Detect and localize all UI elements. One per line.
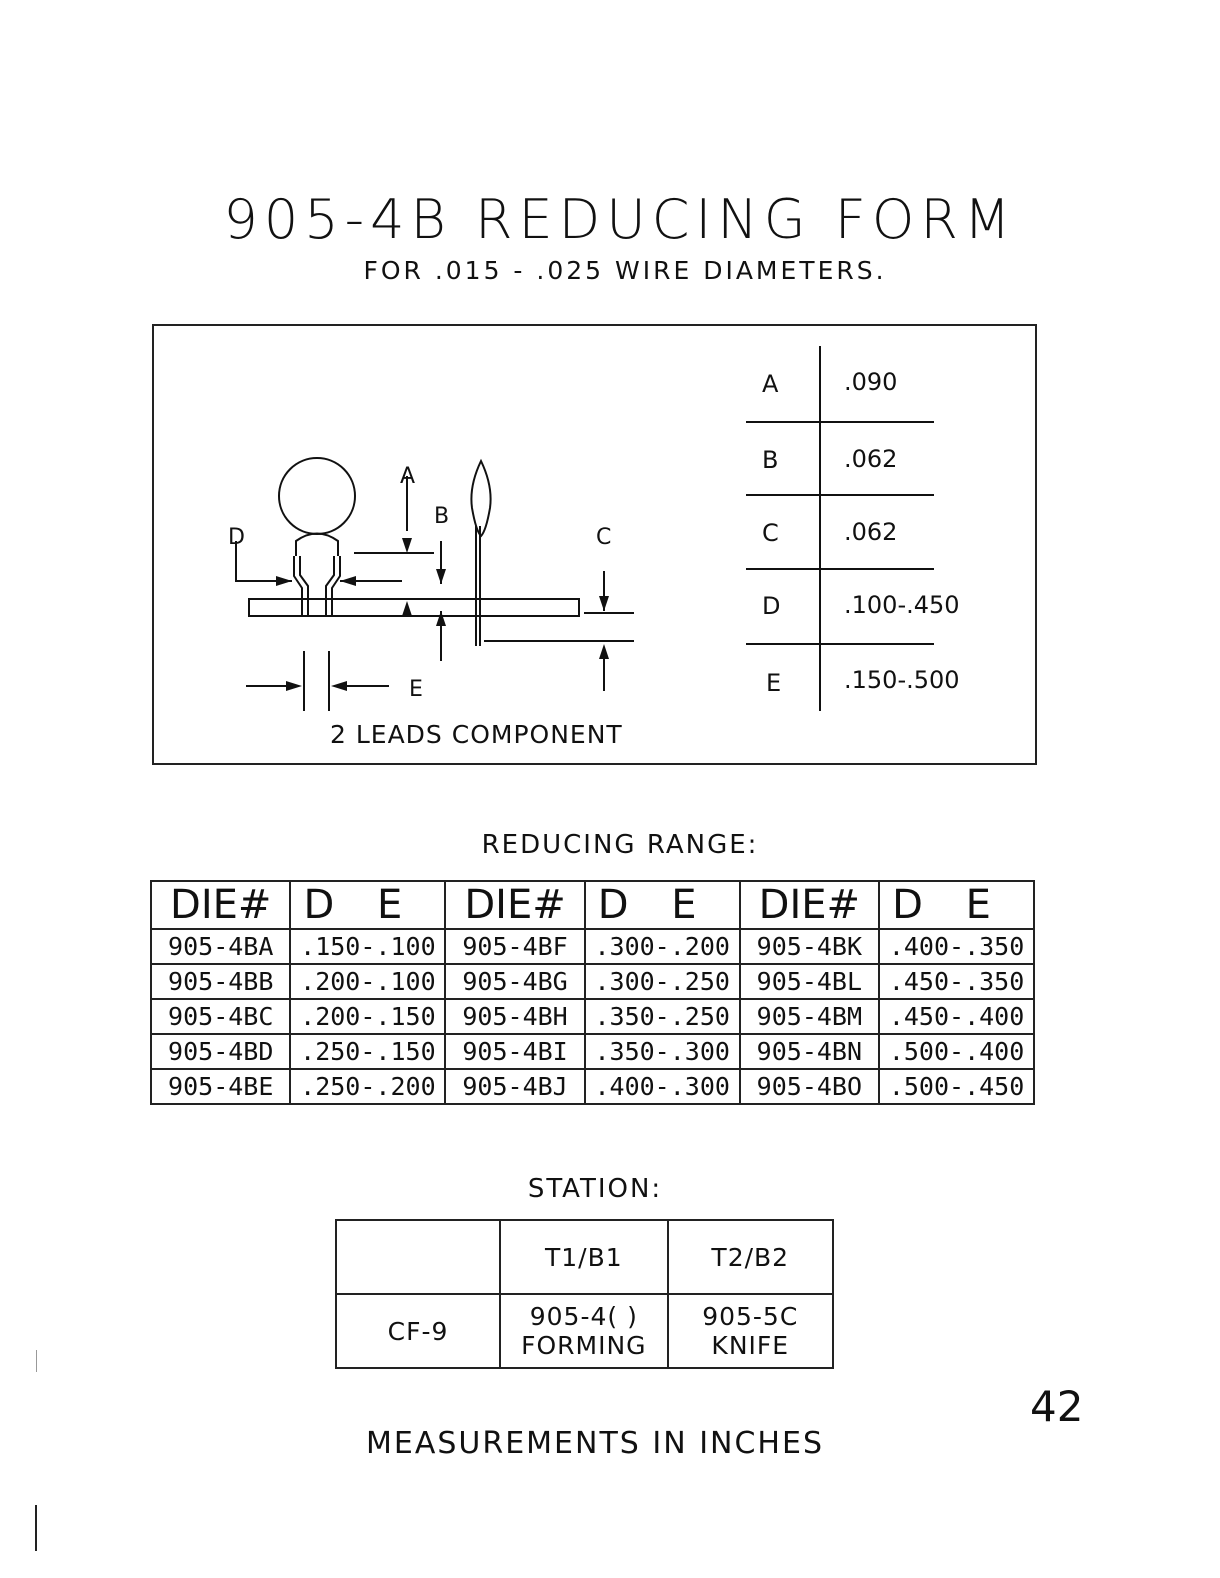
label-d: D	[228, 525, 245, 550]
station-t2-line2: KNIFE	[711, 1331, 790, 1360]
dim-value-b: .062	[844, 445, 898, 473]
table-cell: 905-4BK	[740, 929, 879, 964]
dim-key-d: D	[762, 592, 781, 620]
table-cell: 905-4BB	[151, 964, 290, 999]
table-cell: 905-4BO	[740, 1069, 879, 1104]
diagram-caption: 2 LEADS COMPONENT	[330, 720, 623, 749]
station-header-blank	[336, 1220, 500, 1294]
dim-key-b: B	[762, 446, 779, 474]
table-cell: 905-4BH	[445, 999, 584, 1034]
table-cell: 905-4BN	[740, 1034, 879, 1069]
page-number: 42	[1030, 1382, 1084, 1431]
station-t1-cell	[500, 1294, 667, 1368]
table-cell: 905-4BJ	[445, 1069, 584, 1104]
table-cell: 905-4BA	[151, 929, 290, 964]
table-cell: 905-4BG	[445, 964, 584, 999]
page-title: 905-4B REDUCING FORM	[223, 188, 1017, 251]
station-header-row	[336, 1220, 833, 1294]
table-cell: 905-4BF	[445, 929, 584, 964]
table-cell: .300-.200	[585, 929, 740, 964]
scan-mark	[35, 1505, 37, 1551]
table-row	[151, 929, 1034, 964]
diagram-box	[152, 324, 1037, 765]
station-header-t1: T1/B1	[500, 1220, 667, 1294]
footer-note: MEASUREMENTS IN INCHES	[366, 1426, 824, 1461]
table-row	[151, 964, 1034, 999]
station-header-t2: T2/B2	[668, 1220, 834, 1294]
dim-value-a: .090	[844, 368, 898, 396]
table-cell: .350-.250	[585, 999, 740, 1034]
round-component	[279, 458, 355, 534]
table-cell: .450-.350	[879, 964, 1034, 999]
table-row	[151, 1069, 1034, 1104]
table-cell: 905-4BI	[445, 1034, 584, 1069]
table-cell: .400-.350	[879, 929, 1034, 964]
scan-mark	[36, 1350, 37, 1372]
table-cell: .200-.100	[290, 964, 445, 999]
header-de-1: D E	[290, 881, 445, 929]
station-label: CF-9	[336, 1294, 500, 1368]
station-t2-cell	[668, 1294, 834, 1368]
dim-value-d: .100-.450	[844, 591, 960, 619]
table-cell: .200-.150	[290, 999, 445, 1034]
dim-value-c: .062	[844, 518, 898, 546]
table-cell: .250-.200	[290, 1069, 445, 1104]
table-row	[151, 999, 1034, 1034]
table-cell: 905-4BL	[740, 964, 879, 999]
header-die-1: DIE#	[151, 881, 290, 929]
table-cell: 905-4BE	[151, 1069, 290, 1104]
table-cell: .450-.400	[879, 999, 1034, 1034]
header-die-3: DIE#	[740, 881, 879, 929]
board-strip	[249, 599, 579, 616]
label-a: A	[400, 464, 416, 489]
station-t1-line2: FORMING	[521, 1331, 647, 1360]
table-cell: .350-.300	[585, 1034, 740, 1069]
header-die-2: DIE#	[445, 881, 584, 929]
table-cell: 905-4BM	[740, 999, 879, 1034]
header-de-2: D E	[585, 881, 740, 929]
page-subtitle: FOR .015 - .025 WIRE DIAMETERS.	[363, 256, 887, 285]
dim-key-e: E	[766, 669, 782, 697]
table-header-row	[151, 881, 1034, 929]
component-drawing	[154, 326, 1039, 767]
header-de-3: D E	[879, 881, 1034, 929]
table-cell: .500-.450	[879, 1069, 1034, 1104]
dim-key-a: A	[762, 370, 779, 398]
dim-key-c: C	[762, 519, 779, 547]
table-cell: 905-4BD	[151, 1034, 290, 1069]
table-cell: .500-.400	[879, 1034, 1034, 1069]
table-cell: .300-.250	[585, 964, 740, 999]
reducing-range-heading: REDUCING RANGE:	[481, 830, 759, 860]
label-b: B	[434, 504, 450, 529]
station-table	[335, 1219, 834, 1369]
station-t1-line1: 905-4( )	[529, 1302, 638, 1331]
label-e: E	[409, 677, 423, 702]
label-c: C	[596, 525, 612, 550]
table-cell: .400-.300	[585, 1069, 740, 1104]
table-row	[151, 1034, 1034, 1069]
table-cell: .150-.100	[290, 929, 445, 964]
table-cell: .250-.150	[290, 1034, 445, 1069]
axial-component	[471, 461, 490, 536]
station-heading: STATION:	[527, 1174, 663, 1204]
reducing-range-table	[150, 880, 1035, 1105]
station-row	[336, 1294, 833, 1368]
station-t2-line1: 905-5C	[702, 1302, 799, 1331]
table-cell: 905-4BC	[151, 999, 290, 1034]
dim-value-e: .150-.500	[844, 666, 960, 694]
